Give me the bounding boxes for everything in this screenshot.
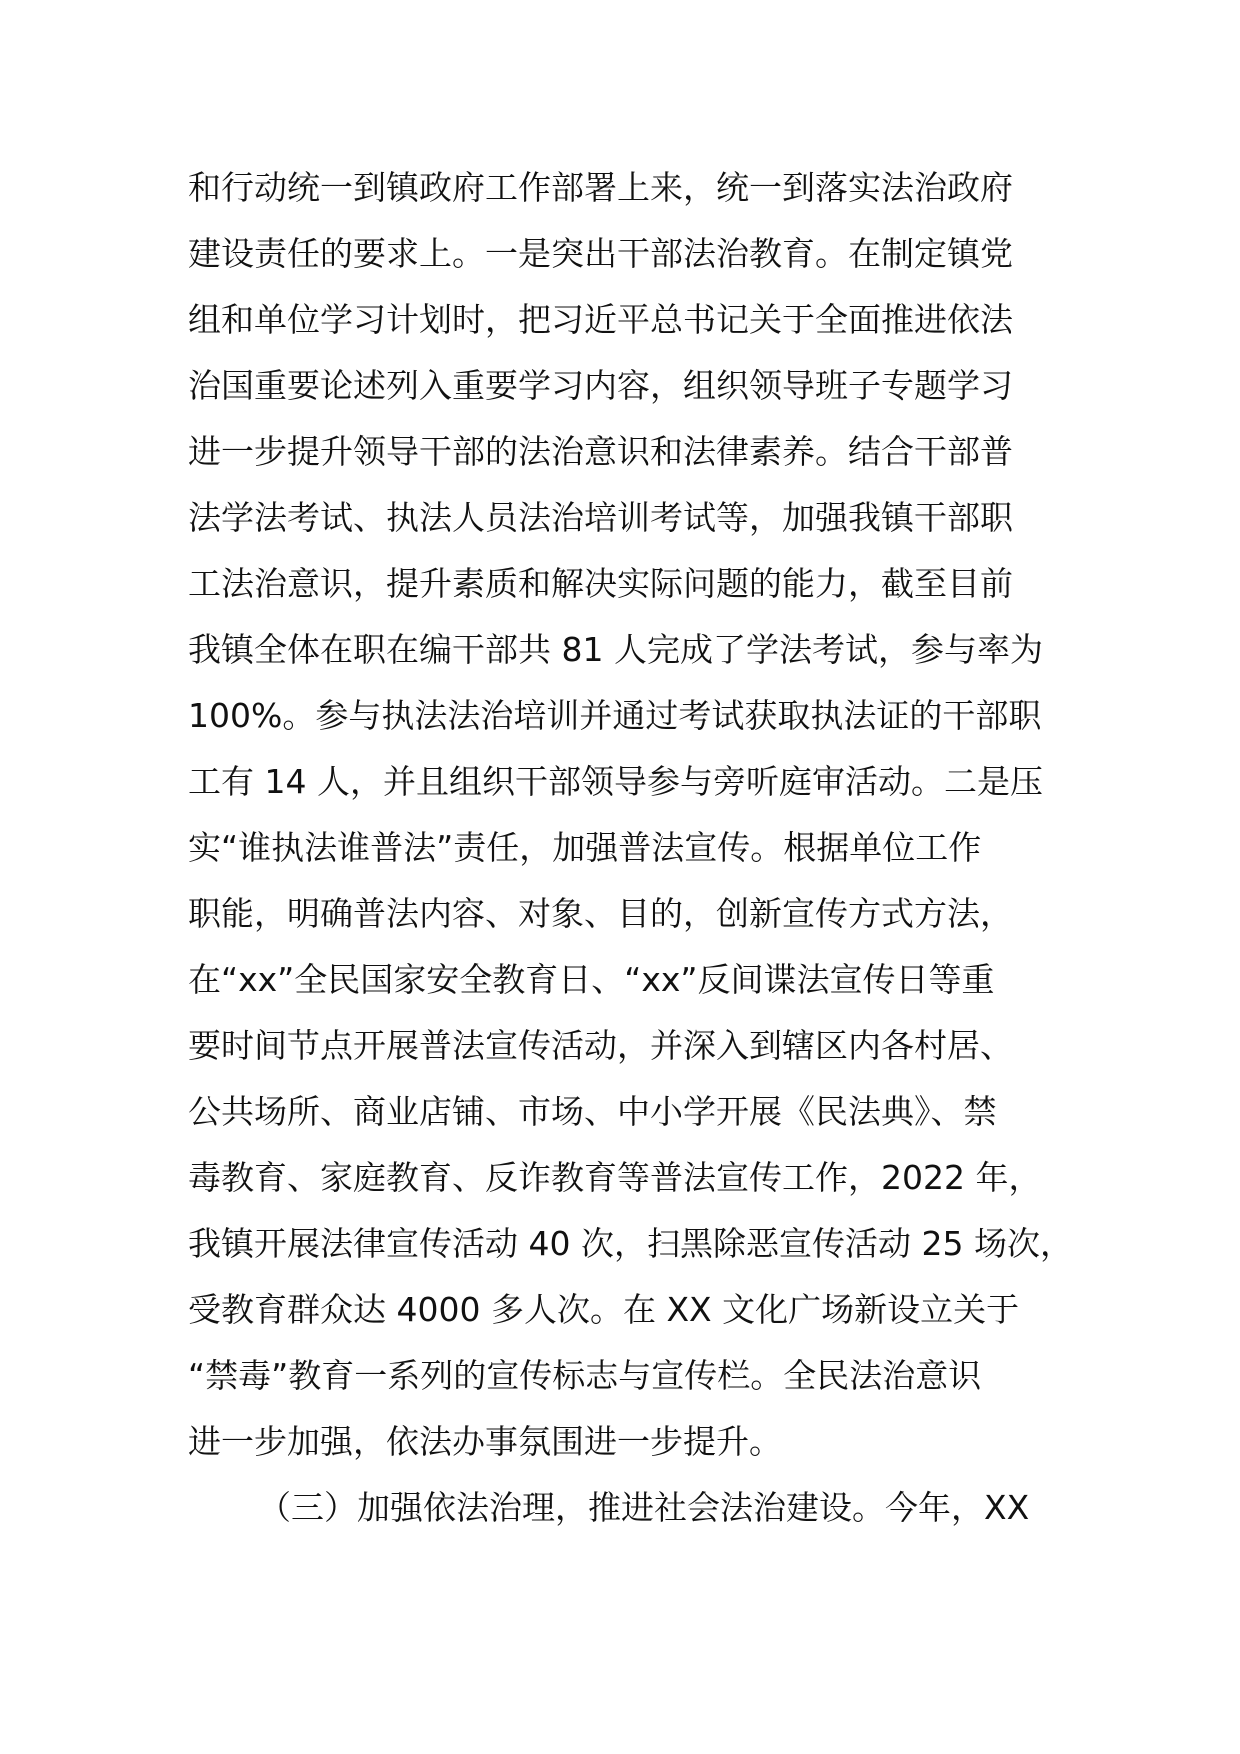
text-line-14: 要时间节点开展普法宣传活动，并深入到辖区内各村居、	[188, 1026, 1013, 1065]
text-line-9: 100%。参与执法法治培训并通过考试获取执法证的干部职	[188, 696, 1042, 735]
text-line-2: 建设责任的要求上。一是突出干部法治教育。在制定镇党	[188, 234, 1013, 273]
text-line-10: 工有 14 人，并且组织干部领导参与旁听庭审活动。二是压	[188, 762, 1043, 801]
text-line-5: 进一步提升领导干部的法治意识和法律素养。结合干部普	[188, 432, 1013, 471]
text-line-15: 公共场所、商业店铺、市场、中小学开展《民法典》、禁	[188, 1092, 997, 1131]
text-line-4: 治国重要论述列入重要学习内容，组织领导班子专题学习	[188, 366, 1013, 405]
text-line-13: 在“xx”全民国家安全教育日、“xx”反间谍法宣传日等重	[188, 960, 995, 999]
text-line-12: 职能，明确普法内容、对象、目的，创新宣传方式方法，	[188, 894, 1013, 933]
text-line-6: 法学法考试、执法人员法治培训考试等，加强我镇干部职	[188, 498, 1013, 537]
text-line-1: 和行动统一到镇政府工作部署上来，统一到落实法治政府	[188, 168, 1013, 207]
text-line-3: 组和单位学习计划时，把习近平总书记关于全面推进依法	[188, 300, 1013, 339]
text-line-20: 进一步加强，依法办事氛围进一步提升。	[188, 1422, 782, 1461]
text-line-18: 受教育群众达 4000 多人次。在 XX 文化广场新设立关于	[188, 1290, 1020, 1329]
body-text	[188, 155, 1088, 1541]
text-line-17: 我镇开展法律宣传活动 40 次，扫黑除恶宣传活动 25 场次，	[188, 1224, 1073, 1263]
text-line-16: 毒教育、家庭教育、反诈教育等普法宣传工作，2022 年，	[188, 1158, 1042, 1197]
section-heading: （三）加强依法治理，推进社会法治建设。今年，XX	[258, 1488, 1030, 1527]
text-line-7: 工法治意识，提升素质和解决实际问题的能力，截至目前	[188, 564, 1013, 603]
text-line-8: 我镇全体在职在编干部共 81 人完成了学法考试，参与率为	[188, 630, 1043, 669]
text-line-11: 实“谁执法谁普法”责任，加强普法宣传。根据单位工作	[188, 828, 982, 867]
text-line-19: “禁毒”教育一系列的宣传标志与宣传栏。全民法治意识	[188, 1356, 982, 1395]
